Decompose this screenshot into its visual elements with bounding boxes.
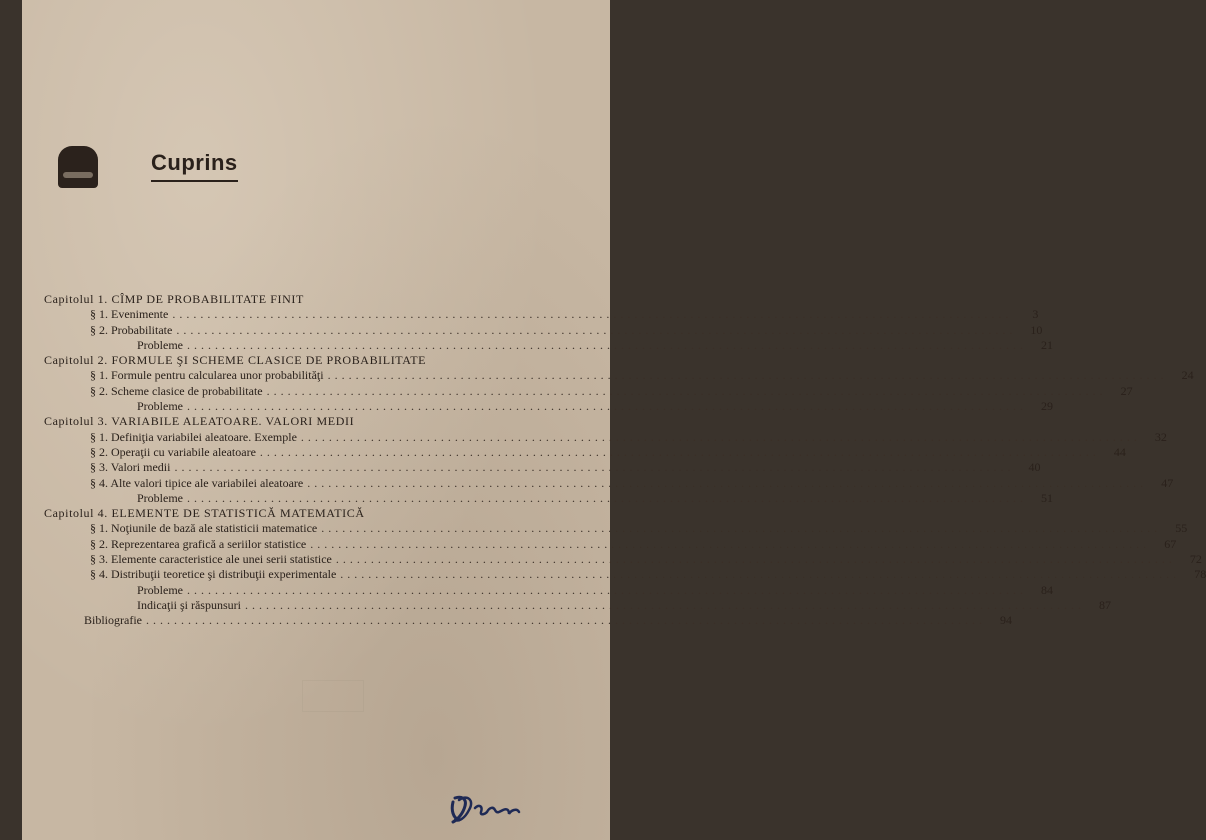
book-page: [22, 0, 1206, 840]
toc-entry-text: Probleme: [137, 399, 183, 414]
toc-page-number: 84: [1041, 582, 1053, 597]
toc-entry: [44, 307, 1039, 322]
dot-leader: ........................................................................................................................: [187, 490, 1027, 505]
dot-leader: ........................................................................................................................: [340, 567, 1181, 582]
toc-chapter: [44, 292, 572, 307]
toc-entry-text: § 4. Distribuţii teoretice şi distribuţii experimentale: [90, 567, 337, 582]
toc-entry: [44, 368, 1194, 383]
dot-leader: ........................................................................................................................: [187, 337, 1027, 352]
toc-entry-text: Capitolul 3. VARIABILE ALEATOARE. VALORI MEDII: [44, 414, 355, 429]
toc-entry-text: § 1. Noţiunile de bază ale statisticii matematice: [90, 521, 318, 536]
toc-page-number: 55: [1175, 521, 1188, 536]
toc-entry-text: § 2. Probabilitate: [90, 322, 173, 337]
table-of-contents: [44, 292, 1206, 629]
toc-page-number: 29: [1041, 399, 1053, 414]
toc-entry: [44, 429, 1167, 445]
toc-page-number: 27: [1120, 383, 1133, 398]
toc-page-number: 47: [1161, 475, 1174, 490]
toc-page-number: 87: [1098, 597, 1111, 612]
toc-page-number: 32: [1154, 429, 1167, 444]
toc-entry: [44, 613, 1012, 628]
dot-leader: ........................................................................................................................: [310, 536, 1151, 551]
dot-leader: ........................................................................................................................: [335, 552, 1176, 567]
toc-entry: [44, 399, 1053, 414]
toc-entry: [44, 597, 1111, 613]
toc-entry: [44, 552, 1202, 567]
toc-page-number: 72: [1189, 552, 1202, 567]
dot-leader: ........................................................................................................................: [321, 521, 1162, 536]
toc-page-number: 44: [1113, 444, 1126, 459]
toc-entry-text: Probleme: [137, 490, 183, 505]
toc-entry: [44, 536, 1177, 552]
toc-page-number: 78: [1194, 567, 1206, 582]
toc-entry: [44, 475, 1174, 491]
toc-page-number: 3: [1032, 307, 1039, 322]
toc-entry: [44, 322, 1043, 338]
toc-entry-text: § 2. Operaţii cu variabile aleatoare: [90, 444, 256, 459]
toc-entry-text: Capitolul 2. FORMULE ŞI SCHEME CLASICE DE PROBABILITATE: [44, 353, 427, 368]
toc-entry-text: Capitolul 4. ELEMENTE DE STATISTICĂ MATEMATICĂ: [44, 506, 365, 521]
ornament-icon: [58, 146, 98, 188]
toc-entry: [44, 383, 1133, 399]
toc-entry-text: § 2. Scheme clasice de probabilitate: [90, 383, 263, 398]
handwritten-signature: [447, 790, 547, 830]
toc-entry-text: § 3. Elemente caracteristice ale unei serii statistice: [90, 552, 332, 567]
toc-page-number: 21: [1041, 337, 1053, 352]
toc-entry-text: § 1. Evenimente: [90, 307, 169, 322]
dot-leader: ........................................................................................................................: [172, 307, 1013, 322]
toc-entry-text: § 1. Definiţia variabilei aleatoare. Exemple: [90, 429, 297, 444]
toc-page-number: 40: [1028, 460, 1041, 475]
toc-entry: [44, 337, 1053, 353]
dot-leader: ........................................................................................................................: [244, 597, 1085, 612]
dot-leader: ........................................................................................................................: [176, 322, 1017, 337]
toc-page-number: 51: [1041, 490, 1053, 505]
dot-leader: ........................................................................................................................: [266, 383, 1107, 398]
page-title: Cuprins: [151, 150, 238, 182]
toc-chapter: [44, 414, 572, 429]
toc-entry: [44, 490, 1053, 506]
dot-leader: ........................................................................................................................: [259, 444, 1100, 459]
faded-stamp: [302, 680, 364, 712]
dot-leader: ........................................................................................................................: [327, 368, 1168, 383]
toc-entry-text: § 4. Alte valori tipice ale variabilei aleatoare: [90, 475, 304, 490]
toc-entry-text: Probleme: [137, 582, 183, 597]
toc-entry: [44, 582, 1053, 598]
toc-page-number: 24: [1181, 368, 1194, 383]
toc-entry-text: Indicaţii şi răspunsuri: [137, 597, 241, 612]
toc-page-number: 67: [1164, 536, 1177, 551]
toc-page-number: 10: [1030, 322, 1043, 337]
dot-leader: ........................................................................................................................: [187, 582, 1027, 597]
toc-entry-text: Probleme: [137, 337, 183, 352]
toc-chapter: [44, 353, 572, 368]
dot-leader: ........................................................................................................................: [300, 429, 1141, 444]
dot-leader: ........................................................................................................................: [307, 475, 1148, 490]
toc-entry: [44, 521, 1188, 536]
toc-entry: [44, 444, 1126, 460]
toc-entry: [44, 567, 1206, 582]
dot-leader: ........................................................................................................................: [145, 613, 986, 628]
toc-entry-text: § 1. Formule pentru calcularea unor probabilităţi: [90, 368, 324, 383]
dot-leader: ........................................................................................................................: [187, 399, 1027, 414]
toc-entry-text: § 2. Reprezentarea grafică a seriilor statistice: [90, 536, 307, 551]
toc-page-number: 94: [999, 613, 1012, 628]
dot-leader: ........................................................................................................................: [174, 460, 1015, 475]
toc-entry-text: § 3. Valori medii: [90, 460, 171, 475]
toc-chapter: [44, 506, 572, 521]
toc-entry-text: Bibliografie: [84, 613, 142, 628]
toc-entry: [44, 460, 1041, 475]
toc-entry-text: Capitolul 1. CÎMP DE PROBABILITATE FINIT: [44, 292, 304, 306]
